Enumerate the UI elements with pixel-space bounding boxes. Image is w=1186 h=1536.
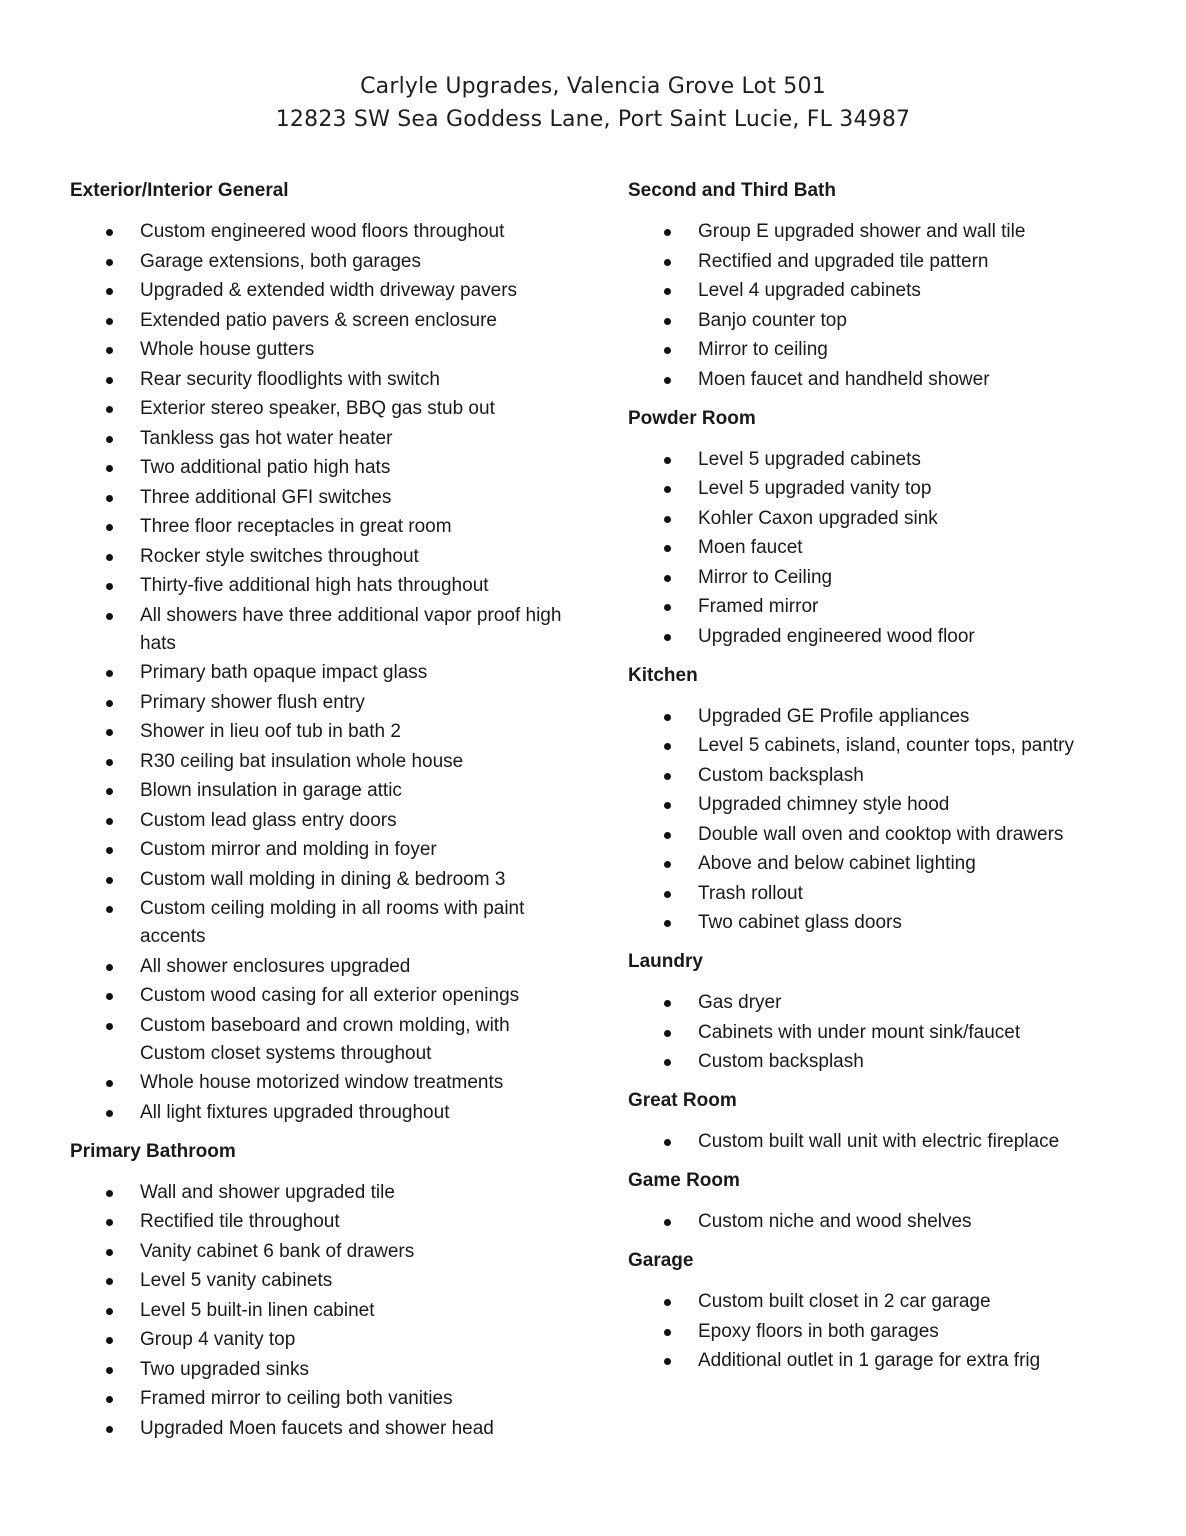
list-item — [628, 821, 1148, 849]
bullet-icon — [106, 670, 113, 677]
list-item — [70, 1267, 570, 1295]
list-item-text: Custom wall molding in dining & bedroom 3 — [140, 868, 506, 890]
bullet-icon — [664, 575, 671, 582]
bullet-icon — [106, 877, 113, 884]
list-item — [628, 909, 1148, 937]
list-item — [628, 277, 1148, 305]
list-item — [628, 336, 1148, 364]
list-item — [628, 218, 1148, 246]
bullet-icon — [664, 714, 671, 721]
list-item-text: Framed mirror to ceiling both vanities — [140, 1388, 453, 1409]
bullet-icon — [664, 1139, 671, 1146]
list-item-text: Group 4 vanity top — [140, 1329, 296, 1350]
bullet-icon — [106, 788, 113, 795]
list-item — [70, 689, 570, 717]
bullet-icon — [106, 436, 113, 443]
bullet-icon — [106, 1367, 113, 1374]
left-column — [70, 172, 570, 1449]
list-item-text: Upgraded GE Profile appliances — [698, 705, 970, 727]
list-item — [70, 1356, 570, 1384]
list-item-text: Custom built closet in 2 car garage — [698, 1291, 991, 1312]
list-item — [70, 777, 570, 805]
bullet-icon — [664, 1329, 671, 1336]
bullet-icon — [664, 1000, 671, 1007]
list-item — [70, 718, 570, 746]
list-item-text: Upgraded chimney style hood — [698, 794, 950, 815]
list-item-text: Level 5 cabinets, island, counter tops, pantry — [698, 735, 1075, 756]
list-item-text: Tankless gas hot water heater — [140, 427, 393, 449]
bullet-icon — [664, 486, 671, 493]
bullet-icon — [664, 259, 671, 266]
list-item — [70, 543, 570, 571]
bullet-icon — [106, 465, 113, 472]
list-item-text: Whole house gutters — [140, 339, 315, 360]
bullet-icon — [664, 773, 671, 780]
list-item-text: Rocker style switches throughout — [140, 545, 419, 567]
list-item — [628, 475, 1148, 503]
bullet-icon — [664, 288, 671, 295]
list-item-text: Double wall oven and cooktop with drawers — [698, 823, 1064, 845]
bullet-icon — [664, 1299, 671, 1306]
bullet-icon — [106, 964, 113, 971]
list-item — [628, 307, 1148, 335]
list-item-text: Mirror to ceiling — [698, 339, 828, 360]
list-item-text: All showers have three additional vapor proof high hats — [140, 604, 562, 654]
bullet-icon — [106, 1110, 113, 1117]
list-item — [628, 248, 1148, 276]
list-item-text: Level 5 upgraded vanity top — [698, 478, 932, 499]
list-item — [70, 1179, 570, 1207]
list-item-text: Level 4 upgraded cabinets — [698, 280, 921, 301]
bullet-icon — [106, 729, 113, 736]
bullet-icon — [664, 516, 671, 523]
list-item-text: Cabinets with under mount sink/faucet — [698, 1021, 1021, 1043]
bullet-icon — [106, 1308, 113, 1315]
bullet-icon — [664, 457, 671, 464]
list-item-text: Custom wood casing for all exterior openings — [140, 985, 520, 1006]
list-item — [70, 1069, 570, 1097]
section-heading-game-room: Game Room — [628, 1170, 740, 1191]
bullet-icon — [106, 1426, 113, 1433]
section-list-powder-room — [628, 446, 1148, 651]
list-item-text: Custom built wall unit with electric fireplace — [698, 1131, 1060, 1152]
list-item — [70, 307, 570, 335]
bullet-icon — [106, 700, 113, 707]
list-item-text: Moen faucet — [698, 537, 803, 558]
list-item-text: Framed mirror — [698, 596, 819, 617]
list-item-text: Two additional patio high hats — [140, 457, 391, 478]
list-item-text: Vanity cabinet 6 bank of drawers — [140, 1240, 415, 1262]
list-item — [70, 513, 570, 541]
list-item-text: Two upgraded sinks — [140, 1358, 309, 1380]
list-item — [70, 659, 570, 687]
bullet-icon — [664, 347, 671, 354]
bullet-icon — [106, 288, 113, 295]
list-item — [70, 602, 570, 658]
list-item-text: Level 5 upgraded cabinets — [698, 448, 921, 470]
list-item — [628, 623, 1148, 651]
bullet-icon — [664, 832, 671, 839]
list-item-text: Level 5 built-in linen cabinet — [140, 1299, 375, 1321]
list-item — [70, 982, 570, 1010]
list-item-text: Gas dryer — [698, 992, 782, 1013]
bullet-icon — [664, 891, 671, 898]
list-item-text: Thirty-five additional high hats throughout — [140, 575, 489, 596]
list-item-text: Exterior stereo speaker, BBQ gas stub out — [140, 398, 495, 419]
title-line-1: Carlyle Upgrades, Valencia Grove Lot 501 — [360, 74, 826, 99]
list-item — [70, 895, 570, 951]
list-item — [70, 1012, 570, 1068]
list-item — [70, 1208, 570, 1236]
list-item-text: Custom mirror and molding in foyer — [140, 839, 437, 860]
bullet-icon — [664, 1059, 671, 1066]
list-item — [628, 850, 1148, 878]
list-item-text: R30 ceiling bat insulation whole house — [140, 750, 464, 772]
list-item-text: Three floor receptacles in great room — [140, 516, 452, 537]
bullet-icon — [106, 1278, 113, 1285]
bullet-icon — [664, 604, 671, 611]
bullet-icon — [664, 861, 671, 868]
list-item-text: Custom baseboard and crown molding, with Custom closet systems throughout — [140, 1014, 510, 1064]
bullet-icon — [664, 920, 671, 927]
list-item — [70, 366, 570, 394]
list-item — [628, 593, 1148, 621]
bullet-icon — [106, 583, 113, 590]
bullet-icon — [664, 229, 671, 236]
list-item — [628, 366, 1148, 394]
list-item-text: Moen faucet and handheld shower — [698, 368, 990, 390]
section-heading-kitchen: Kitchen — [628, 664, 698, 686]
list-item — [628, 1288, 1148, 1316]
bullet-icon — [106, 259, 113, 266]
bullet-icon — [106, 229, 113, 236]
title-line-2: 12823 SW Sea Goddess Lane, Port Saint Lucie, FL 34987 — [275, 107, 911, 132]
bullet-icon — [106, 613, 113, 620]
list-item-text: Kohler Caxon upgraded sink — [698, 507, 938, 529]
list-item — [70, 953, 570, 981]
list-item-text: Banjo counter top — [698, 309, 847, 331]
list-item-text: Two cabinet glass doors — [698, 912, 902, 933]
list-item-text: All shower enclosures upgraded — [140, 955, 411, 977]
list-item — [628, 1347, 1148, 1375]
list-item — [628, 732, 1148, 760]
bullet-icon — [106, 1023, 113, 1030]
section-heading-garage: Garage — [628, 1250, 694, 1271]
bullet-icon — [106, 554, 113, 561]
bullet-icon — [106, 318, 113, 325]
bullet-icon — [664, 545, 671, 552]
list-item-text: Rear security floodlights with switch — [140, 368, 440, 390]
list-item — [70, 1385, 570, 1413]
bullet-icon — [106, 847, 113, 854]
list-item-text: Trash rollout — [698, 882, 803, 904]
bullet-icon — [106, 347, 113, 354]
bullet-icon — [106, 906, 113, 913]
list-item-text: Level 5 vanity cabinets — [140, 1270, 333, 1291]
bullet-icon — [106, 818, 113, 825]
bullet-icon — [106, 1337, 113, 1344]
bullet-icon — [106, 406, 113, 413]
list-item-text: Mirror to Ceiling — [698, 566, 833, 588]
list-item — [70, 1238, 570, 1266]
bullet-icon — [664, 1030, 671, 1037]
section-heading-great-room: Great Room — [628, 1090, 737, 1111]
list-item — [70, 425, 570, 453]
list-item — [628, 564, 1148, 592]
list-item — [70, 572, 570, 600]
list-item — [70, 277, 570, 305]
bullet-icon — [106, 1080, 113, 1087]
list-item — [70, 218, 570, 246]
list-item-text: Three additional GFI switches — [140, 486, 392, 508]
section-heading-primary-bathroom: Primary Bathroom — [70, 1140, 236, 1162]
bullet-icon — [664, 802, 671, 809]
list-item — [628, 1128, 1148, 1156]
list-item — [70, 1326, 570, 1354]
section-list-second-and-third-bath — [628, 218, 1148, 394]
list-item-text: Upgraded Moen faucets and shower head — [140, 1417, 494, 1439]
list-item — [70, 807, 570, 835]
list-item — [70, 336, 570, 364]
section-heading-exterior-interior-general: Exterior/Interior General — [70, 180, 289, 201]
list-item — [70, 484, 570, 512]
list-item-text: Rectified and upgraded tile pattern — [698, 250, 989, 272]
right-column — [628, 172, 1148, 1381]
section-list-primary-bathroom — [70, 1179, 570, 1443]
list-item-text: Custom ceiling molding in all rooms with paint accents — [140, 898, 525, 947]
list-item-text: Blown insulation in garage attic — [140, 780, 402, 801]
list-item — [70, 866, 570, 894]
list-item — [628, 1318, 1148, 1346]
list-item — [628, 989, 1148, 1017]
bullet-icon — [106, 1249, 113, 1256]
bullet-icon — [106, 377, 113, 384]
list-item-text: Whole house motorized window treatments — [140, 1072, 504, 1093]
page-title — [0, 70, 1186, 136]
section-list-great-room — [628, 1128, 1148, 1156]
section-heading-second-and-third-bath: Second and Third Bath — [628, 180, 836, 201]
list-item — [70, 748, 570, 776]
section-heading-powder-room: Powder Room — [628, 407, 756, 429]
list-item — [628, 534, 1148, 562]
bullet-icon — [106, 759, 113, 766]
section-list-laundry — [628, 989, 1148, 1076]
bullet-icon — [106, 524, 113, 531]
list-item — [70, 248, 570, 276]
list-item — [628, 762, 1148, 790]
list-item — [70, 395, 570, 423]
list-item — [628, 1048, 1148, 1076]
bullet-icon — [664, 634, 671, 641]
list-item — [70, 454, 570, 482]
list-item-text: Upgraded & extended width driveway pavers — [140, 280, 518, 301]
list-item-text: Rectified tile throughout — [140, 1211, 340, 1232]
list-item-text: Garage extensions, both garages — [140, 250, 421, 272]
list-item — [628, 1208, 1148, 1236]
list-item-text: Group E upgraded shower and wall tile — [698, 221, 1026, 242]
bullet-icon — [106, 1396, 113, 1403]
list-item — [628, 505, 1148, 533]
list-item-text: Additional outlet in 1 garage for extra frig — [698, 1350, 1041, 1371]
list-item-text: Custom backsplash — [698, 764, 864, 786]
list-item — [70, 1099, 570, 1127]
section-list-exterior-interior-general — [70, 218, 570, 1127]
list-item — [70, 1297, 570, 1325]
list-item-text: All light fixtures upgraded throughout — [140, 1101, 450, 1123]
list-item-text: Custom engineered wood floors throughout — [140, 221, 505, 242]
list-item-text: Primary bath opaque impact glass — [140, 662, 428, 683]
bullet-icon — [106, 495, 113, 502]
bullet-icon — [664, 1219, 671, 1226]
section-heading-laundry: Laundry — [628, 951, 703, 972]
bullet-icon — [106, 1219, 113, 1226]
bullet-icon — [106, 993, 113, 1000]
list-item-text: Primary shower flush entry — [140, 691, 365, 713]
section-list-kitchen — [628, 703, 1148, 938]
list-item-text: Custom niche and wood shelves — [698, 1211, 972, 1232]
list-item — [628, 446, 1148, 474]
list-item-text: Epoxy floors in both garages — [698, 1320, 939, 1342]
list-item — [628, 791, 1148, 819]
bullet-icon — [106, 1190, 113, 1197]
list-item — [70, 1415, 570, 1443]
section-list-game-room — [628, 1208, 1148, 1236]
bullet-icon — [664, 318, 671, 325]
bullet-icon — [664, 1358, 671, 1365]
list-item — [628, 703, 1148, 731]
list-item-text: Wall and shower upgraded tile — [140, 1181, 395, 1203]
list-item-text: Custom lead glass entry doors — [140, 809, 397, 831]
list-item-text: Extended patio pavers & screen enclosure — [140, 309, 497, 331]
list-item — [628, 880, 1148, 908]
list-item — [628, 1019, 1148, 1047]
bullet-icon — [664, 743, 671, 750]
section-list-garage — [628, 1288, 1148, 1375]
list-item-text: Custom backsplash — [698, 1051, 864, 1072]
list-item-text: Above and below cabinet lighting — [698, 853, 976, 874]
list-item-text: Upgraded engineered wood floor — [698, 625, 975, 647]
bullet-icon — [664, 377, 671, 384]
list-item — [70, 836, 570, 864]
list-item-text: Shower in lieu oof tub in bath 2 — [140, 721, 401, 742]
